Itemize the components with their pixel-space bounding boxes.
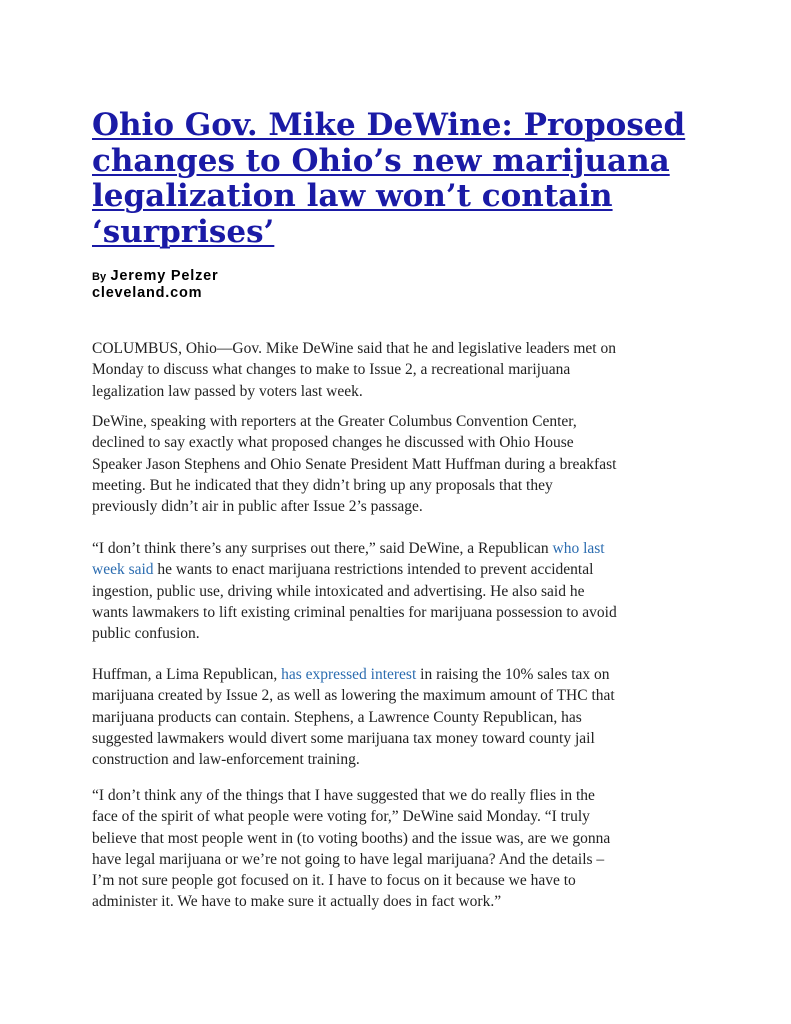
paragraph-line: legalization law passed by voters last week. — [92, 382, 363, 400]
paragraph-line: declined to say exactly what proposed changes he discussed with Ohio House — [92, 434, 574, 452]
paragraph-text: Huffman, a Lima Republican, — [92, 666, 282, 683]
paragraph-line: face of the spirit of what people were voting for,” DeWine said Monday. “I truly — [92, 808, 590, 826]
paragraph-line: construction and law-enforcement training. — [92, 751, 360, 769]
who-last-week-said-link-cont[interactable]: week said — [92, 561, 154, 579]
paragraph-line: meeting. But he indicated that they didn’t bring up any proposals that they — [92, 476, 553, 494]
paragraph-line: I’m not sure people got focused on it. I have to focus on it because we have to — [92, 872, 576, 890]
paragraph-line — [92, 664, 732, 685]
paragraph-line: administer it. We have to make sure it actually does in fact work.” — [92, 893, 502, 911]
paragraph-line: marijuana products can contain. Stephens, a Lawrence County Republican, has — [92, 708, 582, 726]
who-last-week-said-link[interactable]: who last — [552, 540, 605, 557]
paragraph-2 — [92, 411, 732, 517]
paragraph-line: ingestion, public use, driving while intoxicated and advertising. He also said he — [92, 582, 585, 600]
paragraph-4 — [92, 664, 732, 770]
has-expressed-interest-link[interactable]: has expressed interest — [281, 666, 417, 683]
paragraph-line: suggested lawmakers would divert some marijuana tax money toward county jail — [92, 729, 595, 747]
paragraph-text: in raising the 10% sales tax on — [416, 666, 610, 683]
paragraph-line: Speaker Jason Stephens and Ohio Senate President Matt Huffman during a breakfast — [92, 455, 617, 473]
byline — [92, 267, 218, 285]
title-line[interactable]: changes to Ohio’s new marijuana — [92, 142, 670, 179]
paragraph-line: previously didn’t air in public after Issue 2’s passage. — [92, 498, 423, 516]
paragraph-line: wants lawmakers to lift existing criminal penalties for marijuana possession to avoid — [92, 603, 617, 621]
paragraph-line: believe that most people went in (to voting booths) and the issue was, are we gonna — [92, 829, 611, 847]
paragraph-line — [92, 538, 732, 559]
paragraph-line: marijuana created by Issue 2, as well as lowering the maximum amount of THC that — [92, 687, 615, 705]
paragraph-text: he wants to enact marijuana restrictions intended to prevent accidental — [153, 561, 594, 579]
paragraph-text: “I don’t think there’s any surprises out there,” said DeWine, a Republican — [92, 540, 553, 557]
paragraph-line — [92, 559, 732, 580]
paragraph-line: Monday to discuss what changes to make to Issue 2, a recreational marijuana — [92, 361, 571, 379]
title-line[interactable]: Ohio Gov. Mike DeWine: Proposed — [92, 107, 686, 143]
paragraph-line: COLUMBUS, Ohio—Gov. Mike DeWine said that he and legislative leaders met on — [92, 340, 616, 357]
title-line[interactable]: ‘surprises’ — [92, 213, 275, 250]
title-line[interactable]: legalization law won’t contain — [92, 178, 613, 214]
paragraph-1 — [92, 338, 732, 402]
paragraph-line: public confusion. — [92, 625, 200, 643]
paragraph-line: DeWine, speaking with reporters at the Greater Columbus Convention Center, — [92, 413, 577, 430]
paragraph-3 — [92, 538, 732, 644]
byline-prefix: By — [92, 271, 107, 283]
paragraph-5 — [92, 785, 732, 913]
paragraph-line: “I don’t think any of the things that I have suggested that we do really flies in the — [92, 787, 595, 804]
paragraph-line: have legal marijuana or we’re not going to have legal marijuana? And the details – — [92, 850, 605, 868]
article-title-link[interactable] — [92, 108, 722, 250]
author-name: Jeremy Pelzer — [110, 268, 219, 284]
source-name: cleveland.com — [92, 285, 203, 301]
